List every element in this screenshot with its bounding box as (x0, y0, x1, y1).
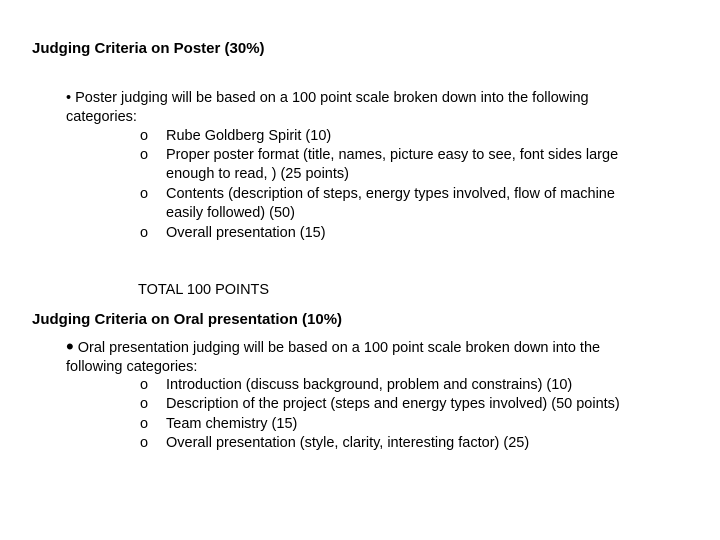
poster-item-1 (140, 127, 700, 147)
poster-item-3 (140, 185, 700, 225)
poster-item-text: Rube Goldberg Spirit (10) (166, 128, 332, 144)
oral-intro-line2: following categories: (66, 359, 198, 376)
poster-heading: Judging Criteria on Poster (30%) (32, 40, 265, 57)
oral-item-text: Introduction (discuss background, problem and constrains) (10) (166, 377, 573, 393)
poster-item-2 (140, 146, 700, 186)
poster-item-text: Proper poster format (title, names, picture easy to see, font sides large (166, 147, 619, 163)
poster-intro-line2: categories: (66, 109, 137, 126)
bullet-icon: • (66, 334, 74, 359)
oral-item-text: Description of the project (steps and energy types involved) (50 points) (166, 396, 620, 412)
poster-item-text: Overall presentation (15) (166, 225, 326, 241)
oral-item-text: Overall presentation (style, clarity, interesting factor) (25) (166, 435, 530, 451)
poster-intro (66, 89, 589, 128)
circle-bullet-icon: o (140, 225, 149, 241)
oral-intro (66, 334, 601, 378)
circle-bullet-icon: o (140, 147, 149, 163)
circle-bullet-icon: o (140, 377, 149, 393)
poster-item-text: easily followed) (50) (166, 205, 295, 222)
circle-bullet-icon: o (140, 416, 149, 432)
circle-bullet-icon: o (140, 435, 149, 451)
oral-item-3 (140, 415, 700, 435)
poster-item-text: enough to read, ) (25 points) (166, 166, 349, 183)
circle-bullet-icon: o (140, 186, 149, 202)
oral-item-2 (140, 395, 700, 415)
circle-bullet-icon: o (140, 396, 149, 412)
poster-item-text: Contents (description of steps, energy types involved, flow of machine (166, 186, 615, 202)
oral-intro-line1: Oral presentation judging will be based on a 100 point scale broken down into the (73, 340, 601, 356)
oral-item-4 (140, 434, 700, 454)
oral-heading: Judging Criteria on Oral presentation (10%) (32, 311, 343, 328)
poster-item-4 (140, 224, 700, 244)
bullet-icon: • (66, 90, 72, 106)
poster-total: TOTAL 100 POINTS (138, 282, 270, 298)
oral-item-text: Team chemistry (15) (166, 416, 298, 432)
oral-item-1 (140, 376, 700, 396)
poster-intro-line1: Poster judging will be based on a 100 point scale broken down into the following (71, 90, 589, 106)
circle-bullet-icon: o (140, 128, 149, 144)
